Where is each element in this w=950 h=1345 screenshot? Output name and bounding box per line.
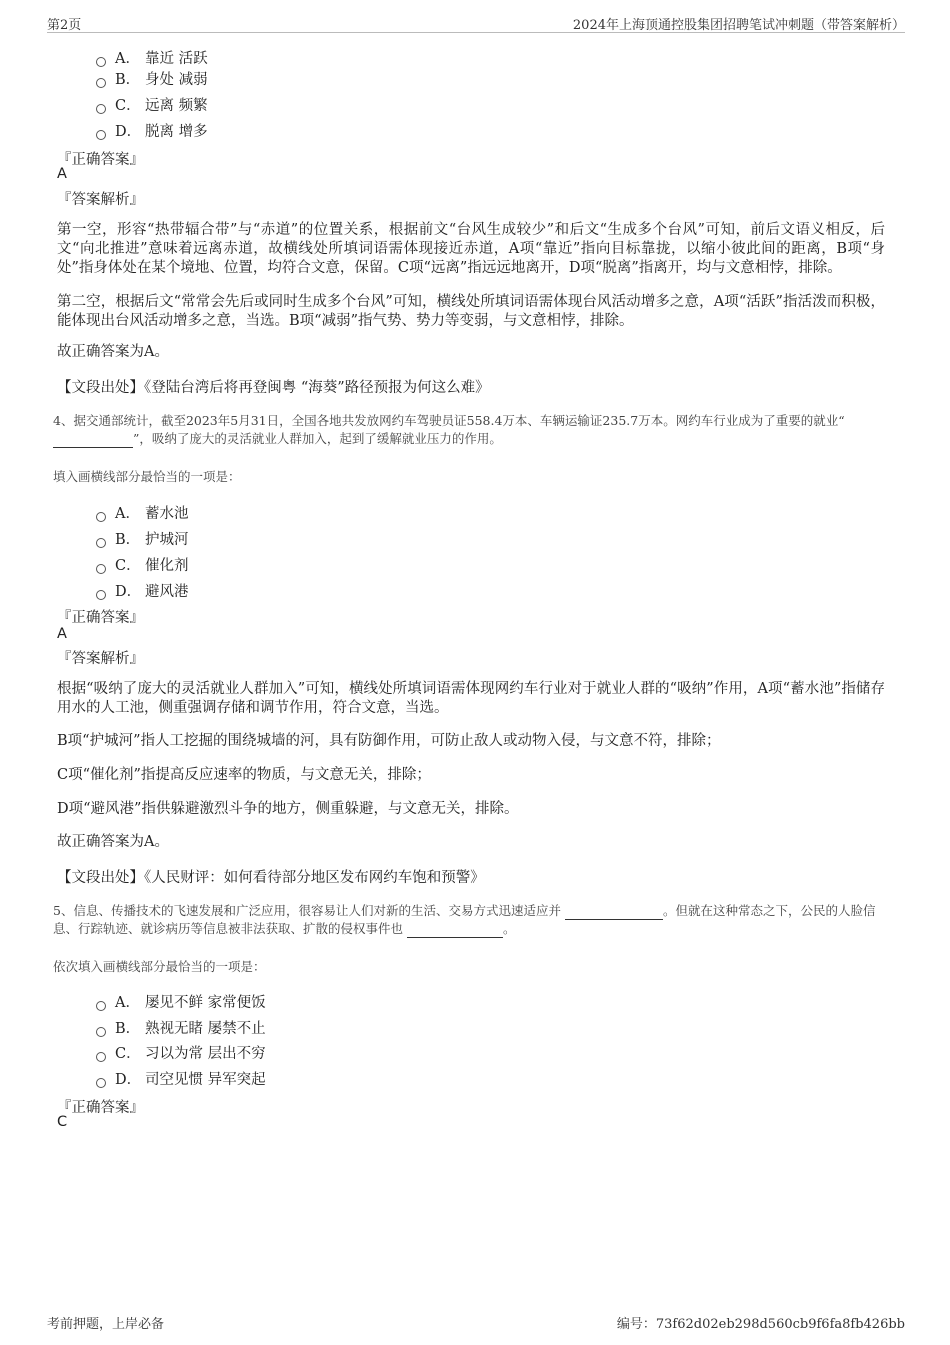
q5-stem: 5、信息、传播技术的飞速发展和广泛应用，很容易让人们对新的生活、交易方式迅速适应并 。但就在这种常态之下，公民的人脸信息、行踪轨迹、就诊病历等信息被非法获取、扩散的侵权事件也 。 xyxy=(53,903,876,936)
q5-option-c[interactable]: C． 习以为常 层出不穷 xyxy=(96,1042,266,1063)
q3-analysis-para-1: 第一空，形容“热带辐合带”与“赤道”的位置关系，根据前文“台风生成较少”和后文“生成多个台风”可知，前后文语义相反，后文“向北推进”意味着远离赤道，故横线处所填词语需体现接近赤道，A项“靠近”指向目标靠拢，以缩小彼此间的距离，B项“身处”指身体处在某个境地、位置，均符合文意，保留。C项“远离”指远远地离开，D项“脱离”指离开，均与文意相悖，排除。 xyxy=(57,222,885,276)
q3-answer: A xyxy=(57,166,67,182)
q5-answer: C xyxy=(57,1114,68,1130)
q3-correct-label: 『正确答案』 xyxy=(57,152,144,168)
footer-slogan: 考前押题，上岸必备 xyxy=(47,1317,165,1332)
q4-option-d[interactable]: D． 避风港 xyxy=(96,580,189,601)
q3-source: 【文段出处】《登陆台湾后将再登闽粤 “海葵”路径预报为何这么难》 xyxy=(57,380,490,396)
q3-analysis-conclusion: 故正确答案为A。 xyxy=(57,344,169,360)
q5-option-a[interactable]: A． 屡见不鲜 家常便饭 xyxy=(96,991,266,1012)
q4-analysis-label: 『答案解析』 xyxy=(57,651,144,667)
radio-icon[interactable] xyxy=(96,130,106,140)
radio-icon[interactable] xyxy=(96,1001,106,1011)
q4-prompt: 填入画横线部分最恰当的一项是： xyxy=(53,469,241,484)
q5-option-d[interactable]: D． 司空见惯 异军突起 xyxy=(96,1068,266,1089)
radio-icon[interactable] xyxy=(96,1027,106,1037)
q4-analysis-conclusion: 故正确答案为A。 xyxy=(57,834,169,850)
radio-icon[interactable] xyxy=(96,1078,106,1088)
q5-option-b[interactable]: B． 熟视无睹 屡禁不止 xyxy=(96,1017,266,1038)
radio-icon[interactable] xyxy=(96,564,106,574)
radio-icon[interactable] xyxy=(96,78,106,88)
q3-option-d[interactable]: D． 脱离 增多 xyxy=(96,120,208,141)
fill-blank xyxy=(407,925,503,938)
radio-icon[interactable] xyxy=(96,1052,106,1062)
q5-correct-label: 『正确答案』 xyxy=(57,1100,144,1116)
q4-analysis-para-4: D项“避风港”指供躲避激烈斗争的地方，侧重躲避，与文意无关，排除。 xyxy=(57,801,519,817)
q4-option-c[interactable]: C． 催化剂 xyxy=(96,554,189,575)
document-title: 2024年上海顶通控股集团招聘笔试冲刺题（带答案解析） xyxy=(572,18,905,33)
radio-icon[interactable] xyxy=(96,512,106,522)
q3-analysis-label: 『答案解析』 xyxy=(57,192,144,208)
q3-option-c[interactable]: C． 远离 频繁 xyxy=(96,94,208,115)
q3-analysis-para-2: 第二空，根据后文“常常会先后或同时生成多个台风”可知，横线处所填词语需体现台风活动增多之意，A项“活跃”指活泼而积极，能体现出台风活动增多之意，当选。B项“减弱”指气势、势力等变弱，与文意相悖，排除。 xyxy=(57,294,885,329)
q4-analysis-para-1: 根据“吸纳了庞大的灵活就业人群加入”可知，横线处所填词语需体现网约车行业对于就业人群的“吸纳”作用，A项“蓄水池”指储存用水的人工池，侧重强调存储和调节作用，符合文意，当选。 xyxy=(57,681,885,716)
q4-correct-label: 『正确答案』 xyxy=(57,610,144,626)
q4-analysis-para-2: B项“护城河”指人工挖掘的围绕城墙的河，具有防御作用，可防止敌人或动物入侵，与文意不符，排除； xyxy=(57,733,721,749)
page-number: 第2页 xyxy=(47,18,82,33)
radio-icon[interactable] xyxy=(96,57,106,67)
q4-option-b[interactable]: B． 护城河 xyxy=(96,528,189,549)
q4-stem: 4、据交通部统计，截至2023年5月31日，全国各地共发放网约车驾驶员证558.4万本、车辆运输证235.7万本。网约车行业成为了重要的就业“ ”，吸纳了庞大的灵活就业人群加入，起到了缓解就业压力的作用。 xyxy=(53,413,845,446)
q4-analysis-para-3: C项“催化剂”指提高反应速率的物质，与文意无关，排除； xyxy=(57,767,431,783)
q3-option-a[interactable]: A． 靠近 活跃 xyxy=(96,47,208,68)
radio-icon[interactable] xyxy=(96,590,106,600)
document-id: 编号：73f62d02eb298d560cb9f6fa8fb426bb xyxy=(616,1317,905,1332)
fill-blank xyxy=(53,435,133,448)
q4-answer: A xyxy=(57,626,67,642)
radio-icon[interactable] xyxy=(96,538,106,548)
q4-option-a[interactable]: A． 蓄水池 xyxy=(96,502,189,523)
q5-prompt: 依次填入画横线部分最恰当的一项是： xyxy=(53,959,266,974)
page-header xyxy=(47,14,905,33)
radio-icon[interactable] xyxy=(96,104,106,114)
q4-source: 【文段出处】《人民财评：如何看待部分地区发布网约车饱和预警》 xyxy=(57,870,485,886)
fill-blank xyxy=(565,907,663,920)
q3-option-b[interactable]: B． 身处 减弱 xyxy=(96,68,208,89)
